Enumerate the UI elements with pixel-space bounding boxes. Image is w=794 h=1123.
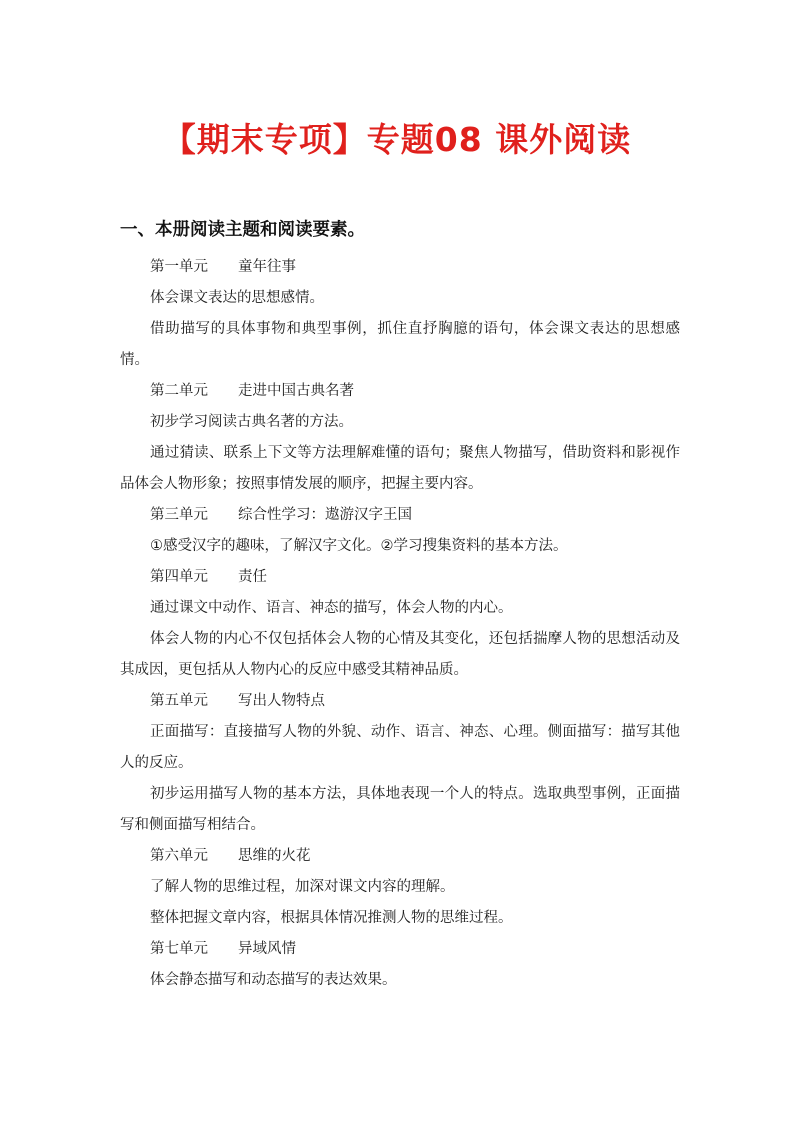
unit-heading: [120, 841, 680, 872]
unit-theme: 责任: [238, 569, 267, 585]
unit-paragraph: 正面描写：直接描写人物的外貌、动作、语言、神态、心理。侧面描写：描写其他人的反应。: [120, 724, 680, 771]
section-heading: 一、本册阅读主题和阅读要素。: [120, 220, 365, 240]
unit-paragraph: 初步学习阅读古典名著的方法。: [150, 414, 353, 430]
unit-theme: 综合性学习：遨游汉字王国: [238, 507, 412, 523]
unit-paragraph: 通过课文中动作、语言、神态的描写，体会人物的内心。: [150, 600, 513, 616]
unit-heading: [120, 500, 680, 531]
unit-paragraph: 体会人物的内心不仅包括体会人物的心情及其变化，还包括揣摩人物的思想活动及其成因，更包括从人物内心的反应中感受其精神品质。: [120, 631, 680, 678]
unit-label: 第三单元: [150, 507, 208, 523]
unit-paragraph: 体会静态描写和动态描写的表达效果。: [150, 972, 397, 988]
unit-theme: 童年往事: [238, 259, 296, 275]
unit-paragraph: 初步运用描写人物的基本方法，具体地表现一个人的特点。选取典型事例，正面描写和侧面描写相结合。: [120, 786, 680, 833]
unit-paragraph: ①感受汉字的趣味，了解汉字文化。②学习搜集资料的基本方法。: [150, 538, 568, 554]
unit-heading: [120, 562, 680, 593]
unit-heading: [120, 686, 680, 717]
unit-theme: 写出人物特点: [238, 693, 325, 709]
unit-paragraph: 了解人物的思维过程，加深对课文内容的理解。: [150, 879, 455, 895]
units-body: [120, 252, 680, 996]
unit-label: 第一单元: [150, 259, 208, 275]
unit-theme: 异域风情: [238, 941, 296, 957]
unit-heading: [120, 252, 680, 283]
unit-theme: 思维的火花: [238, 848, 311, 864]
unit-heading: [120, 934, 680, 965]
unit-label: 第七单元: [150, 941, 208, 957]
unit-label: 第二单元: [150, 383, 208, 399]
unit-paragraph: 通过猜读、联系上下文等方法理解难懂的语句；聚焦人物描写，借助资料和影视作品体会人物形象；按照事情发展的顺序，把握主要内容。: [120, 445, 680, 492]
unit-heading: [120, 376, 680, 407]
unit-paragraph: 体会课文表达的思想感情。: [150, 290, 324, 306]
unit-label: 第四单元: [150, 569, 208, 585]
unit-paragraph: 整体把握文章内容，根据具体情况推测人物的思维过程。: [150, 910, 513, 926]
unit-paragraph: 借助描写的具体事物和典型事例，抓住直抒胸臆的语句，体会课文表达的思想感情。: [120, 321, 680, 368]
unit-theme: 走进中国古典名著: [238, 383, 354, 399]
unit-label: 第六单元: [150, 848, 208, 864]
unit-label: 第五单元: [150, 693, 208, 709]
document-title: 【期末专项】专题08 课外阅读: [162, 120, 632, 159]
